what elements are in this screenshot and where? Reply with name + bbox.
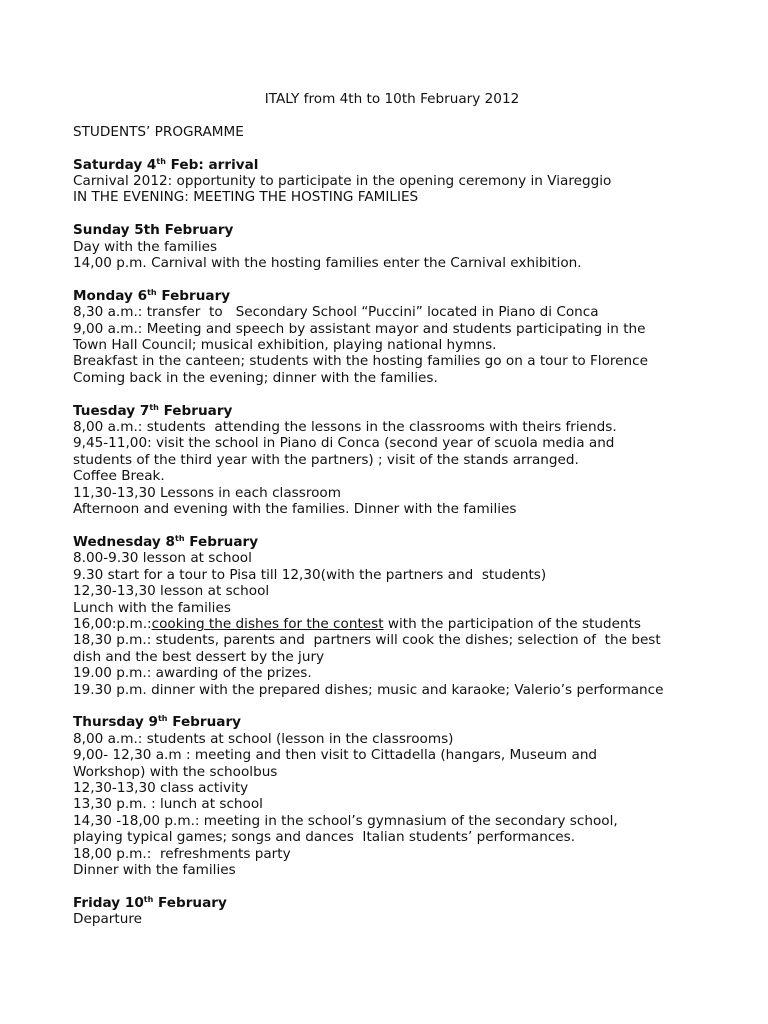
- day-heading-rest: Feb: arrival: [165, 156, 259, 173]
- contest-underlined-text: cooking the dishes for the contest: [151, 615, 384, 632]
- day-heading: [73, 714, 703, 730]
- schedule-line: Day with the families: [73, 238, 218, 255]
- schedule-line: 19.00 p.m.: awarding of the prizes.: [73, 665, 312, 682]
- schedule-line: dish and the best dessert by the jury: [73, 648, 325, 665]
- day-heading-name: Wednesday 8: [73, 533, 175, 550]
- ordinal-suffix: th: [175, 533, 185, 543]
- schedule-line: 19.30 p.m. dinner with the prepared dishes; music and karaoke; Valerio’s performance: [73, 681, 664, 698]
- day-heading: [73, 157, 703, 173]
- schedule-line: 18,30 p.m.: students, parents and partners will cook the dishes; selection of the best: [73, 632, 661, 649]
- schedule-line: 14,00 p.m. Carnival with the hosting families enter the Carnival exhibition.: [73, 255, 582, 272]
- day-heading: [73, 288, 703, 304]
- schedule-line: 9,00- 12,30 a.m : meeting and then visit to Cittadella (hangars, Museum and: [73, 747, 598, 764]
- schedule-line: Afternoon and evening with the families. Dinner with the families: [73, 501, 517, 518]
- ordinal-suffix: th: [157, 714, 168, 724]
- day-heading-name: Thursday 9: [73, 714, 158, 731]
- schedule-line: Coffee Break.: [73, 468, 165, 485]
- schedule-line: 8,30 a.m.: transfer to Secondary School “Puccini” located in Piano di Conca: [73, 304, 599, 321]
- schedule-line: Lunch with the families: [73, 599, 231, 616]
- contest-time: 16,00:p.m.:: [73, 615, 152, 632]
- day-heading-rest: February: [158, 402, 233, 419]
- schedule-line: 9.30 start for a tour to Pisa till 12,30(with the partners and students): [73, 566, 547, 583]
- day-heading: Sunday 5th February: [73, 222, 234, 239]
- programme-heading: STUDENTS’ PROGRAMME: [73, 123, 244, 140]
- day-heading-name: Friday 10: [73, 894, 144, 911]
- schedule-line: playing typical games; songs and dances Italian students’ performances.: [73, 829, 576, 846]
- schedule-line-contest: [73, 616, 703, 632]
- schedule-line: 9,00 a.m.: Meeting and speech by assistant mayor and students participating in the: [73, 320, 646, 337]
- day-heading-rest: February: [153, 894, 227, 911]
- schedule-line: 9,45-11,00: visit the school in Piano di Conca (second year of scuola media and: [73, 435, 615, 452]
- day-heading-rest: February: [184, 533, 259, 550]
- schedule-line: Workshop) with the schoolbus: [73, 763, 278, 780]
- schedule-line: students of the third year with the partners) ; visit of the stands arranged.: [73, 451, 579, 468]
- day-heading: [73, 895, 703, 911]
- schedule-line: 12,30-13,30 class activity: [73, 779, 249, 796]
- day-heading-name: Monday 6: [73, 287, 148, 304]
- day-heading-rest: February: [167, 714, 242, 731]
- day-tuesday: [73, 403, 703, 518]
- schedule-line: Town Hall Council; musical exhibition, playing national hymns.: [73, 337, 497, 354]
- schedule-line: Breakfast in the canteen; students with the hosting families go on a tour to Florence: [73, 353, 648, 370]
- schedule-line: 8.00-9.30 lesson at school: [73, 550, 252, 567]
- schedule-line: 8,00 a.m.: students attending the lessons in the classrooms with theirs friends.: [73, 419, 617, 436]
- day-saturday: [73, 157, 703, 206]
- ordinal-suffix: th: [147, 287, 157, 297]
- day-heading: [73, 403, 703, 419]
- schedule-line: 12,30-13,30 lesson at school: [73, 583, 270, 600]
- schedule-line: 18,00 p.m.: refreshments party: [73, 845, 291, 862]
- day-heading-rest: February: [156, 287, 231, 304]
- day-thursday: [73, 714, 703, 878]
- schedule-line: Dinner with the families: [73, 861, 236, 878]
- schedule-line: 8,00 a.m.: students at school (lesson in the classrooms): [73, 730, 454, 747]
- ordinal-suffix: th: [156, 156, 166, 166]
- day-heading: [73, 534, 703, 550]
- schedule-line: IN THE EVENING: MEETING THE HOSTING FAMILIES: [73, 189, 419, 206]
- day-wednesday: [73, 534, 703, 698]
- document-page: [73, 91, 703, 944]
- day-heading-name: Tuesday 7: [73, 402, 150, 419]
- day-friday: [73, 895, 703, 928]
- contest-suffix: with the participation of the students: [383, 615, 642, 632]
- day-heading-name: Saturday 4: [73, 156, 157, 173]
- schedule-line: 11,30-13,30 Lessons in each classroom: [73, 484, 341, 501]
- ordinal-suffix: th: [143, 894, 154, 904]
- schedule-line: 14,30 -18,00 p.m.: meeting in the school’s gymnasium of the secondary school,: [73, 812, 618, 829]
- schedule-line: 13,30 p.m. : lunch at school: [73, 796, 263, 813]
- schedule-line: Departure: [73, 911, 142, 928]
- document-title: ITALY from 4th to 10th February 2012: [264, 91, 520, 107]
- day-monday: [73, 288, 703, 386]
- schedule-line: Carnival 2012: opportunity to participate in the opening ceremony in Viareggio: [73, 173, 612, 189]
- ordinal-suffix: th: [149, 402, 159, 412]
- schedule-line: Coming back in the evening; dinner with the families.: [73, 369, 438, 386]
- day-sunday: [73, 222, 703, 271]
